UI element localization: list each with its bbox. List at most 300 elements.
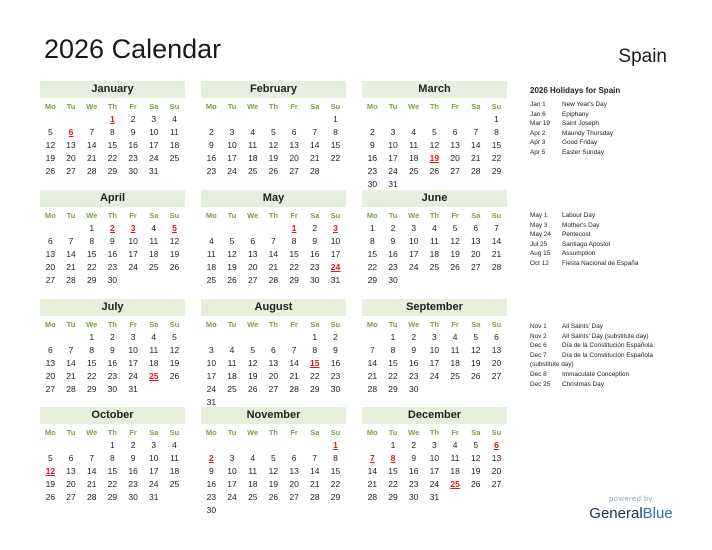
weekday-label: Su bbox=[330, 428, 341, 437]
empty-day-cell bbox=[445, 491, 466, 504]
week-row bbox=[201, 370, 346, 383]
day-cell: 16 bbox=[107, 358, 118, 368]
weekday-label: Sa bbox=[149, 428, 159, 437]
weekday-row bbox=[362, 100, 507, 113]
holiday-date: Oct 12 bbox=[530, 259, 549, 267]
day-cell: 9 bbox=[110, 236, 115, 246]
day-cell: 14 bbox=[289, 358, 299, 368]
day-cell: 5 bbox=[250, 345, 256, 355]
empty-day-cell bbox=[222, 113, 243, 126]
holiday-date: Apr 3 bbox=[530, 139, 546, 147]
weekday-row bbox=[40, 318, 185, 331]
day-cell: 19 bbox=[471, 358, 481, 368]
weekday-label: Tu bbox=[227, 428, 237, 437]
holiday-date: Mar 19 bbox=[530, 120, 550, 128]
week-row bbox=[362, 465, 507, 478]
weekday-label: Th bbox=[107, 320, 117, 329]
day-cell: 16 bbox=[128, 140, 138, 150]
week-row bbox=[201, 357, 346, 370]
weekday-label: Tu bbox=[388, 211, 398, 220]
day-cell: 25 bbox=[450, 371, 460, 381]
month-header: July bbox=[40, 299, 185, 316]
empty-day-cell bbox=[263, 439, 284, 452]
weekday-label: Su bbox=[330, 320, 341, 329]
empty-day-cell bbox=[242, 504, 263, 517]
day-cell: 10 bbox=[227, 140, 237, 150]
day-cell: 4 bbox=[250, 453, 256, 463]
day-cell: 21 bbox=[66, 371, 76, 381]
month-header: December bbox=[362, 407, 507, 424]
day-cell: 29 bbox=[289, 275, 299, 285]
holiday-item bbox=[530, 230, 700, 240]
day-cell: 18 bbox=[247, 153, 258, 163]
holiday-day-cell: 2 bbox=[110, 223, 115, 233]
day-cell: 22 bbox=[367, 262, 378, 272]
day-cell: 10 bbox=[128, 345, 138, 355]
weekday-label: Mo bbox=[366, 320, 378, 329]
month-june bbox=[362, 190, 507, 287]
weekday-label: Fr bbox=[129, 211, 137, 220]
weekday-row bbox=[40, 209, 185, 222]
holiday-name: Santiago Apostol bbox=[562, 240, 610, 248]
month-march bbox=[362, 81, 507, 191]
day-cell: 5 bbox=[473, 332, 479, 342]
day-cell: 2 bbox=[110, 332, 115, 342]
day-cell: 29 bbox=[86, 384, 97, 394]
holiday-day-cell: 19 bbox=[429, 153, 440, 163]
holiday-name: New Year's Day bbox=[562, 101, 607, 108]
holiday-date: Nov 2 bbox=[530, 332, 547, 340]
holiday-day-cell: 5 bbox=[172, 223, 177, 233]
day-cell: 19 bbox=[450, 249, 460, 259]
day-cell: 22 bbox=[330, 479, 341, 489]
day-cell: 21 bbox=[491, 249, 502, 259]
day-cell: 2 bbox=[208, 127, 214, 137]
weekday-label: Th bbox=[268, 102, 278, 111]
day-cell: 23 bbox=[206, 166, 217, 176]
holiday-name: Día de la Constitución Española bbox=[562, 342, 653, 350]
day-cell: 10 bbox=[149, 453, 159, 463]
week-row bbox=[40, 465, 185, 478]
day-cell: 29 bbox=[388, 384, 398, 394]
weekday-label: Tu bbox=[388, 320, 398, 329]
day-cell: 11 bbox=[248, 466, 258, 476]
day-cell: 12 bbox=[429, 140, 440, 150]
weekday-label: Th bbox=[429, 428, 439, 437]
day-cell: 1 bbox=[494, 114, 499, 124]
weekday-label: Sa bbox=[310, 428, 320, 437]
day-cell: 23 bbox=[388, 262, 398, 272]
day-cell: 20 bbox=[268, 371, 279, 381]
weekday-label: Tu bbox=[227, 211, 237, 220]
day-cell: 13 bbox=[491, 453, 502, 463]
day-cell: 22 bbox=[86, 371, 97, 381]
week-row bbox=[362, 261, 507, 274]
day-cell: 22 bbox=[330, 153, 341, 163]
week-row bbox=[362, 370, 507, 383]
day-cell: 2 bbox=[411, 440, 417, 450]
empty-day-cell bbox=[284, 331, 305, 344]
day-cell: 18 bbox=[408, 153, 419, 163]
weekday-label: We bbox=[247, 211, 259, 220]
weekday-label: Su bbox=[169, 211, 180, 220]
empty-day-cell bbox=[486, 274, 507, 287]
weekday-label: Sa bbox=[471, 102, 481, 111]
weekday-label: Fr bbox=[290, 102, 298, 111]
day-cell: 18 bbox=[206, 262, 217, 272]
empty-day-cell bbox=[325, 165, 346, 178]
day-cell: 17 bbox=[330, 249, 341, 259]
day-cell: 1 bbox=[333, 114, 338, 124]
day-cell: 4 bbox=[250, 127, 256, 137]
day-cell: 24 bbox=[128, 371, 138, 381]
day-cell: 15 bbox=[86, 358, 97, 368]
week-row bbox=[201, 465, 346, 478]
day-cell: 30 bbox=[128, 166, 138, 176]
weekday-label: Mo bbox=[366, 211, 378, 220]
day-cell: 23 bbox=[128, 153, 138, 163]
day-cell: 17 bbox=[149, 140, 159, 150]
day-cell: 15 bbox=[491, 140, 502, 150]
week-row bbox=[201, 126, 346, 139]
day-cell: 2 bbox=[390, 223, 396, 233]
week-row bbox=[362, 478, 507, 491]
day-cell: 8 bbox=[291, 236, 297, 246]
day-cell: 11 bbox=[450, 453, 460, 463]
holiday-date: Dec 8 bbox=[530, 370, 547, 378]
day-cell: 13 bbox=[289, 466, 299, 476]
day-cell: 3 bbox=[432, 332, 437, 342]
weekday-label: Fr bbox=[129, 320, 137, 329]
day-cell: 12 bbox=[169, 345, 180, 355]
holiday-day-cell: 3 bbox=[333, 223, 338, 233]
day-cell: 12 bbox=[227, 249, 237, 259]
page-title: 2026 Calendar bbox=[44, 34, 222, 64]
day-cell: 14 bbox=[310, 466, 320, 476]
day-cell: 21 bbox=[268, 262, 279, 272]
day-cell: 4 bbox=[208, 236, 214, 246]
day-cell: 4 bbox=[452, 332, 458, 342]
day-cell: 6 bbox=[291, 127, 297, 137]
weekday-row bbox=[201, 100, 346, 113]
day-cell: 28 bbox=[471, 166, 481, 176]
holiday-group bbox=[530, 322, 700, 389]
holiday-day-cell: 3 bbox=[130, 223, 136, 233]
day-cell: 28 bbox=[86, 492, 97, 502]
holiday-item bbox=[530, 129, 700, 139]
day-cell: 10 bbox=[206, 358, 217, 368]
month-header: February bbox=[201, 81, 346, 98]
empty-day-cell bbox=[201, 222, 222, 235]
day-cell: 21 bbox=[86, 153, 97, 163]
day-cell: 20 bbox=[289, 479, 299, 489]
weekday-label: Su bbox=[491, 211, 502, 220]
day-cell: 4 bbox=[172, 114, 177, 124]
weekday-label: Sa bbox=[310, 211, 320, 220]
day-cell: 11 bbox=[170, 453, 179, 463]
weekday-row bbox=[362, 209, 507, 222]
day-cell: 2 bbox=[312, 223, 318, 233]
empty-day-cell bbox=[383, 113, 404, 126]
week-row bbox=[40, 383, 185, 396]
weekday-label: Su bbox=[491, 428, 502, 437]
day-cell: 23 bbox=[310, 262, 320, 272]
day-cell: 7 bbox=[89, 127, 95, 137]
holiday-date: Jul 25 bbox=[530, 240, 548, 248]
weekday-label: Fr bbox=[451, 102, 459, 111]
week-row bbox=[362, 357, 507, 370]
weekday-label: Tu bbox=[227, 320, 237, 329]
day-cell: 16 bbox=[408, 358, 419, 368]
weekday-label: Th bbox=[107, 428, 117, 437]
empty-day-cell bbox=[465, 113, 486, 126]
day-cell: 3 bbox=[151, 440, 157, 450]
holiday-day-cell: 25 bbox=[149, 371, 159, 381]
day-cell: 20 bbox=[471, 249, 481, 259]
day-cell: 6 bbox=[47, 236, 53, 246]
day-cell: 27 bbox=[66, 492, 76, 502]
day-cell: 19 bbox=[45, 153, 56, 163]
weekday-label: We bbox=[247, 428, 259, 437]
day-cell: 27 bbox=[491, 371, 502, 381]
day-cell: 7 bbox=[312, 453, 318, 463]
empty-day-cell bbox=[403, 274, 424, 287]
day-cell: 23 bbox=[128, 479, 138, 489]
country-label: Spain bbox=[618, 46, 667, 67]
day-cell: 15 bbox=[107, 466, 118, 476]
day-cell: 20 bbox=[45, 262, 56, 272]
holiday-item bbox=[530, 148, 700, 158]
weekday-label: Fr bbox=[290, 211, 298, 220]
empty-day-cell bbox=[164, 383, 185, 396]
weekday-label: We bbox=[408, 428, 420, 437]
day-cell: 17 bbox=[227, 153, 237, 163]
day-cell: 18 bbox=[450, 358, 460, 368]
brand-logo bbox=[588, 494, 674, 522]
day-cell: 17 bbox=[149, 466, 159, 476]
day-cell: 9 bbox=[130, 453, 136, 463]
day-cell: 16 bbox=[107, 249, 118, 259]
holiday-day-cell: 8 bbox=[390, 453, 396, 463]
day-cell: 28 bbox=[289, 384, 299, 394]
day-cell: 10 bbox=[330, 236, 341, 246]
day-cell: 21 bbox=[66, 262, 76, 272]
day-cell: 24 bbox=[227, 166, 237, 176]
day-cell: 6 bbox=[452, 127, 458, 137]
holiday-day-cell: 6 bbox=[494, 440, 499, 450]
day-cell: 10 bbox=[227, 466, 237, 476]
holiday-date: Aug 15 bbox=[530, 250, 551, 258]
holiday-name: Labour Day bbox=[562, 212, 596, 219]
day-cell: 5 bbox=[172, 332, 177, 342]
weekday-label: Th bbox=[268, 320, 278, 329]
day-cell: 7 bbox=[68, 345, 74, 355]
day-cell: 22 bbox=[86, 262, 97, 272]
weekday-label: Mo bbox=[205, 102, 217, 111]
day-cell: 5 bbox=[229, 236, 235, 246]
day-cell: 11 bbox=[170, 127, 179, 137]
holiday-name: Assumption bbox=[562, 250, 596, 258]
day-cell: 8 bbox=[333, 127, 338, 137]
day-cell: 24 bbox=[408, 262, 419, 272]
day-cell: 28 bbox=[491, 262, 502, 272]
month-header: August bbox=[201, 299, 346, 316]
day-cell: 29 bbox=[107, 492, 118, 502]
weekday-label: Sa bbox=[471, 428, 481, 437]
day-cell: 14 bbox=[367, 358, 378, 368]
holiday-date: Apr 5 bbox=[530, 148, 546, 156]
holiday-item bbox=[530, 138, 700, 148]
empty-day-cell bbox=[201, 439, 222, 452]
day-cell: 24 bbox=[206, 384, 217, 394]
holiday-name: Immaculate Conception bbox=[562, 370, 630, 378]
day-cell: 22 bbox=[289, 262, 299, 272]
holiday-group bbox=[530, 211, 700, 269]
week-row bbox=[201, 478, 346, 491]
weekday-label: Tu bbox=[66, 320, 76, 329]
day-cell: 30 bbox=[310, 275, 320, 285]
empty-day-cell bbox=[263, 222, 284, 235]
day-cell: 23 bbox=[367, 166, 378, 176]
day-cell: 26 bbox=[169, 262, 180, 272]
day-cell: 8 bbox=[110, 453, 115, 463]
day-cell: 22 bbox=[310, 371, 320, 381]
day-cell: 18 bbox=[149, 358, 159, 368]
empty-day-cell bbox=[304, 504, 325, 517]
day-cell: 22 bbox=[388, 371, 398, 381]
weekday-label: Fr bbox=[290, 320, 298, 329]
holiday-day-cell: 1 bbox=[110, 114, 115, 124]
empty-day-cell bbox=[40, 439, 61, 452]
day-cell: 30 bbox=[107, 275, 118, 285]
weekday-label: Mo bbox=[366, 102, 378, 111]
day-cell: 3 bbox=[229, 453, 235, 463]
holiday-item bbox=[530, 100, 700, 110]
week-row bbox=[40, 139, 185, 152]
day-cell: 2 bbox=[333, 332, 338, 342]
empty-day-cell bbox=[222, 439, 243, 452]
week-row bbox=[362, 452, 507, 465]
day-cell: 12 bbox=[471, 453, 481, 463]
holiday-date: Apr 2 bbox=[530, 129, 546, 137]
day-cell: 9 bbox=[312, 236, 318, 246]
empty-day-cell bbox=[242, 113, 263, 126]
holiday-name: Maundy Thursday bbox=[562, 129, 614, 137]
holiday-date: Jan 1 bbox=[530, 101, 546, 108]
holiday-date: May 24 bbox=[530, 231, 551, 239]
day-cell: 3 bbox=[208, 345, 214, 355]
day-cell: 7 bbox=[68, 236, 74, 246]
month-april bbox=[40, 190, 185, 287]
holiday-name: Mother's Day bbox=[562, 221, 600, 229]
weekday-row bbox=[201, 209, 346, 222]
day-cell: 1 bbox=[369, 223, 375, 233]
day-cell: 13 bbox=[66, 466, 76, 476]
empty-day-cell bbox=[164, 165, 185, 178]
brand-powered-text: powered by bbox=[609, 494, 653, 503]
day-cell: 31 bbox=[388, 179, 398, 189]
holiday-name: Fiesta Nacional de España bbox=[562, 259, 639, 267]
day-cell: 4 bbox=[229, 345, 235, 355]
empty-day-cell bbox=[304, 439, 325, 452]
week-row bbox=[40, 235, 185, 248]
day-cell: 30 bbox=[107, 384, 118, 394]
day-cell: 29 bbox=[491, 166, 502, 176]
day-cell: 21 bbox=[289, 371, 299, 381]
day-cell: 16 bbox=[206, 479, 217, 489]
weekday-label: We bbox=[408, 320, 420, 329]
day-cell: 23 bbox=[107, 371, 118, 381]
day-cell: 12 bbox=[169, 236, 180, 246]
day-cell: 27 bbox=[45, 275, 56, 285]
day-cell: 23 bbox=[408, 479, 419, 489]
weekday-label: We bbox=[86, 211, 98, 220]
day-cell: 9 bbox=[333, 345, 338, 355]
day-cell: 17 bbox=[128, 358, 138, 368]
day-cell: 29 bbox=[107, 166, 118, 176]
day-cell: 20 bbox=[66, 153, 76, 163]
day-cell: 4 bbox=[452, 440, 458, 450]
weekday-label: Mo bbox=[44, 428, 56, 437]
day-cell: 1 bbox=[390, 440, 396, 450]
day-cell: 17 bbox=[388, 153, 398, 163]
weekday-label: We bbox=[408, 102, 420, 111]
empty-day-cell bbox=[61, 331, 82, 344]
week-row bbox=[362, 248, 507, 261]
weekday-label: Th bbox=[268, 428, 278, 437]
day-cell: 27 bbox=[471, 262, 481, 272]
day-cell: 9 bbox=[390, 236, 396, 246]
day-cell: 27 bbox=[66, 166, 76, 176]
week-row bbox=[40, 357, 185, 370]
weekday-label: We bbox=[247, 320, 259, 329]
day-cell: 26 bbox=[450, 262, 460, 272]
day-cell: 18 bbox=[450, 466, 460, 476]
weekday-label: Mo bbox=[44, 320, 56, 329]
day-cell: 7 bbox=[312, 127, 318, 137]
month-august bbox=[201, 299, 346, 409]
empty-day-cell bbox=[325, 504, 346, 517]
holidays-title: 2026 Holidays for Spain bbox=[530, 86, 621, 95]
day-cell: 1 bbox=[312, 332, 318, 342]
week-row bbox=[201, 139, 346, 152]
day-cell: 26 bbox=[268, 492, 279, 502]
weekday-row bbox=[40, 426, 185, 439]
week-row bbox=[201, 222, 346, 235]
day-cell: 28 bbox=[310, 166, 320, 176]
weekday-label: We bbox=[247, 102, 259, 111]
day-cell: 5 bbox=[271, 453, 276, 463]
weekday-label: Sa bbox=[471, 211, 481, 220]
day-cell: 7 bbox=[473, 127, 479, 137]
day-cell: 30 bbox=[408, 492, 419, 502]
day-cell: 4 bbox=[411, 127, 417, 137]
day-cell: 29 bbox=[310, 384, 320, 394]
day-cell: 20 bbox=[66, 479, 76, 489]
weekday-label: Su bbox=[330, 102, 341, 111]
weekday-label: Fr bbox=[451, 320, 459, 329]
empty-day-cell bbox=[143, 383, 164, 396]
day-cell: 27 bbox=[289, 166, 299, 176]
day-cell: 6 bbox=[250, 236, 256, 246]
day-cell: 22 bbox=[107, 479, 118, 489]
day-cell: 21 bbox=[367, 371, 378, 381]
day-cell: 7 bbox=[89, 453, 95, 463]
week-row bbox=[40, 344, 185, 357]
weekday-label: Th bbox=[429, 102, 439, 111]
day-cell: 27 bbox=[268, 384, 279, 394]
weekday-label: Fr bbox=[451, 211, 459, 220]
